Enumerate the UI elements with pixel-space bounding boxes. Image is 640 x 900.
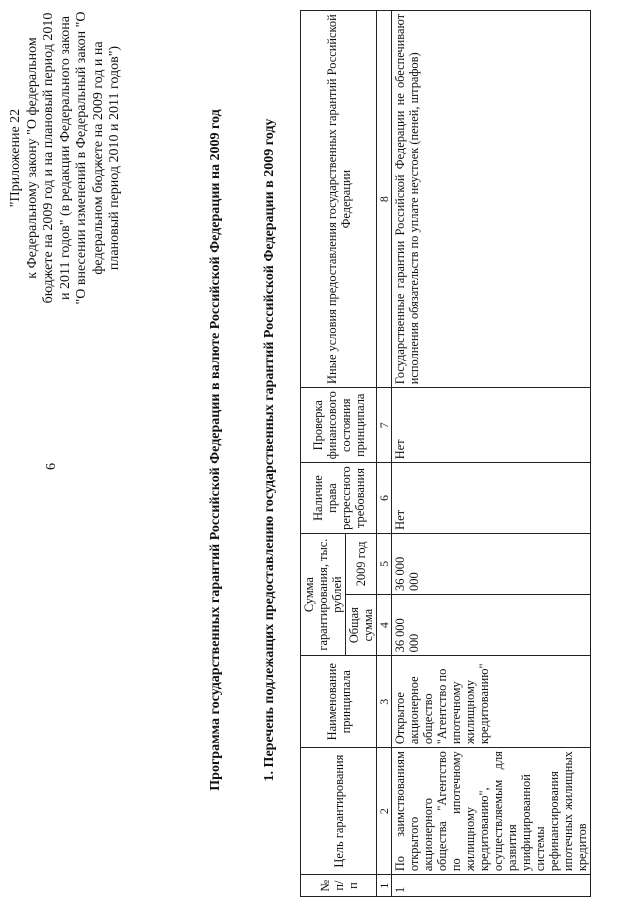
guarantees-table (300, 10, 591, 897)
header-other: Иные условия предоставления государственных гарантий Российской Федерации (301, 11, 377, 388)
col-number: 3 (377, 656, 392, 748)
header-regress: Наличие права регрессного требования (301, 463, 377, 534)
col-number: 6 (377, 463, 392, 534)
row-other: Государственные гарантии Российской Федерации не обеспечивают исполнения обязательств по уплате неустоек (пеней, штрафов) (392, 11, 591, 388)
appendix-header (8, 11, 124, 305)
row-check: Нет (392, 388, 591, 463)
appendix-reference: к Федеральному закону "О федеральном бюджете на 2009 год и на плановый период 2010 и 2011 годов" (в редакции Федерального закона "О внесении изменений в Федеральный закон "О федеральном бюджете на 2009 год и на плановый период 2010 и 2011 годов") (24, 11, 122, 305)
header-num: № п/п (301, 875, 377, 897)
row-goal: По заимствованиям открытого акционерного общества "Агентство по ипотечному жилищному кредитованию", осуществляемым для развития унифицированной системы рефинансирования ипотечных жилищных кредитов (392, 748, 591, 875)
header-year: 2009 год (346, 533, 377, 594)
header-sum-group: Сумма гарантирования, тыс. рублей (301, 533, 346, 656)
header-principal: Наименование принципала (301, 656, 377, 748)
col-number: 8 (377, 11, 392, 388)
col-number: 1 (377, 875, 392, 897)
table-row (392, 11, 591, 897)
section-title: 1. Перечень подлежащих предоставлению государственных гарантий Российской Федерации в 2009 году (262, 118, 277, 782)
header-total: Общая сумма (346, 594, 377, 655)
row-num: 1 (392, 875, 591, 897)
row-year: 36 000 000 (392, 533, 591, 594)
col-number: 2 (377, 748, 392, 875)
row-principal: Открытое акционерное общество "Агентство по ипотечному жилищному кредитованию" (392, 656, 591, 748)
col-number: 4 (377, 594, 392, 655)
appendix-title: "Приложение 22 (8, 108, 23, 208)
col-number: 7 (377, 388, 392, 463)
row-regress: Нет (392, 463, 591, 534)
header-check: Проверка финансового состояния принципала (301, 388, 377, 463)
header-goal: Цель гарантирования (301, 748, 377, 875)
page-number: 6 (44, 463, 59, 470)
row-total: 36 000 000 (392, 594, 591, 655)
column-number-row (377, 11, 392, 897)
col-number: 5 (377, 533, 392, 594)
header-row (301, 11, 346, 897)
program-title: Программа государственных гарантий Российской Федерации в валюте Российской Федерации на 2009 год (208, 109, 223, 791)
